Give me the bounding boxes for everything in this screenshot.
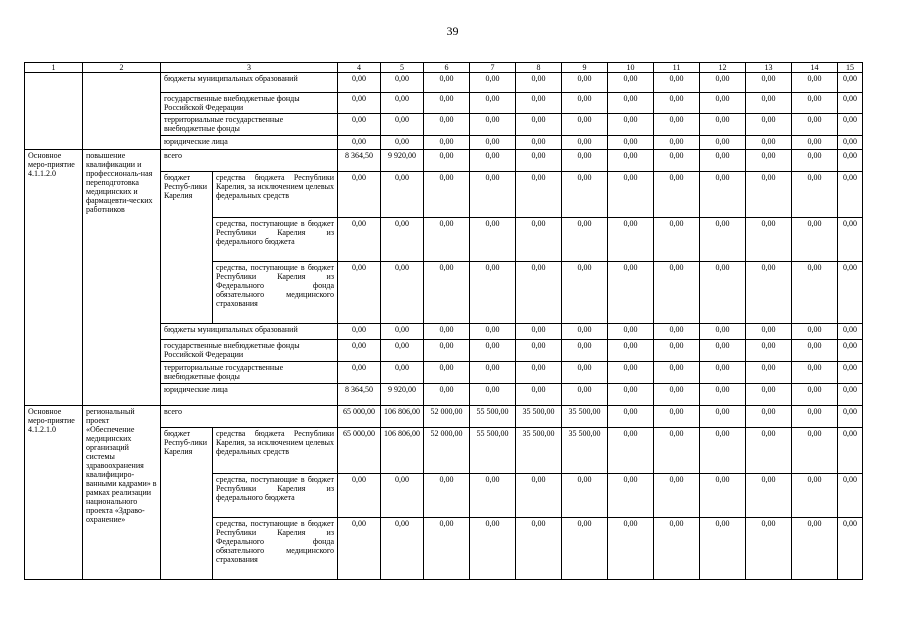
value-cell: 0,00 (700, 136, 746, 150)
value-cell: 0,00 (608, 172, 654, 218)
value-cell: 0,00 (700, 150, 746, 172)
value-cell: 0,00 (562, 93, 608, 114)
value-cell: 35 500,00 (516, 406, 562, 428)
value-cell: 0,00 (608, 73, 654, 93)
value-cell: 0,00 (424, 340, 470, 362)
value-cell: 65 000,00 (338, 428, 381, 474)
value-cell: 0,00 (516, 474, 562, 518)
value-cell: 0,00 (424, 150, 470, 172)
value-cell: 0,00 (424, 518, 470, 580)
value-cell: 0,00 (608, 340, 654, 362)
value-cell: 0,00 (654, 474, 700, 518)
value-cell: 0,00 (562, 218, 608, 262)
header-cell: 5 (381, 63, 424, 73)
source-label: юридические лица (161, 136, 338, 150)
value-cell: 0,00 (562, 73, 608, 93)
value-cell: 0,00 (470, 262, 516, 324)
value-cell: 0,00 (838, 428, 863, 474)
table-row (25, 73, 863, 93)
value-cell: 0,00 (700, 172, 746, 218)
value-cell: 0,00 (562, 384, 608, 406)
value-cell: 0,00 (470, 340, 516, 362)
measure-title: повышение квалификации и профессиональ-ная переподготовка медицинских и фармацевти-ческих работников (83, 150, 161, 406)
table-row (25, 406, 863, 428)
page-number: 39 (446, 24, 459, 38)
source-label: бюджеты муниципальных образований (161, 73, 338, 93)
value-cell: 0,00 (608, 262, 654, 324)
value-cell: 0,00 (470, 218, 516, 262)
value-cell: 0,00 (654, 73, 700, 93)
value-cell: 0,00 (746, 73, 792, 93)
value-cell: 0,00 (792, 428, 838, 474)
table-row (25, 150, 863, 172)
value-cell: 0,00 (792, 114, 838, 136)
value-cell: 0,00 (608, 518, 654, 580)
value-cell: 0,00 (838, 406, 863, 428)
value-cell: 0,00 (792, 136, 838, 150)
value-cell: 0,00 (424, 262, 470, 324)
source-label: средства, поступающие в бюджет Республики Карелия из федерального бюджета (213, 218, 338, 262)
value-cell: 0,00 (792, 150, 838, 172)
value-cell: 0,00 (746, 218, 792, 262)
value-cell: 0,00 (654, 340, 700, 362)
value-cell: 0,00 (700, 384, 746, 406)
value-cell: 0,00 (338, 73, 381, 93)
value-cell: 0,00 (838, 114, 863, 136)
value-cell: 0,00 (608, 384, 654, 406)
value-cell: 0,00 (562, 172, 608, 218)
value-cell: 0,00 (516, 384, 562, 406)
value-cell: 0,00 (746, 362, 792, 384)
value-cell: 0,00 (381, 262, 424, 324)
value-cell: 8 364,50 (338, 384, 381, 406)
value-cell: 0,00 (562, 150, 608, 172)
value-cell: 0,00 (654, 518, 700, 580)
measure-title: региональный проект «Обеспечение медицинских организаций системы здравоохранения квалифициро-ванными кадрами» в рамках реализации национального проекта «Здраво-охранение» (83, 406, 161, 580)
value-cell: 9 920,00 (381, 150, 424, 172)
value-cell: 0,00 (792, 218, 838, 262)
value-cell: 0,00 (792, 172, 838, 218)
header-cell: 14 (792, 63, 838, 73)
value-cell: 0,00 (746, 474, 792, 518)
value-cell: 0,00 (381, 172, 424, 218)
value-cell: 0,00 (838, 93, 863, 114)
value-cell: 0,00 (381, 362, 424, 384)
table-body (25, 63, 863, 580)
source-label: бюджеты муниципальных образований (161, 324, 338, 340)
value-cell: 0,00 (381, 340, 424, 362)
value-cell: 0,00 (562, 340, 608, 362)
value-cell: 0,00 (654, 324, 700, 340)
value-cell: 55 500,00 (470, 428, 516, 474)
value-cell: 0,00 (746, 406, 792, 428)
value-cell: 0,00 (470, 172, 516, 218)
value-cell: 0,00 (608, 406, 654, 428)
value-cell: 0,00 (338, 518, 381, 580)
value-cell: 0,00 (381, 93, 424, 114)
source-label: государственные внебюджетные фонды Российской Федерации (161, 93, 338, 114)
header-cell: 4 (338, 63, 381, 73)
value-cell: 0,00 (700, 218, 746, 262)
value-cell: 0,00 (654, 172, 700, 218)
value-cell: 0,00 (608, 150, 654, 172)
value-cell: 0,00 (516, 93, 562, 114)
value-cell: 0,00 (792, 362, 838, 384)
value-cell: 0,00 (562, 324, 608, 340)
value-cell: 0,00 (838, 324, 863, 340)
value-cell: 0,00 (792, 93, 838, 114)
value-cell: 0,00 (746, 384, 792, 406)
value-cell: 0,00 (516, 73, 562, 93)
value-cell: 0,00 (838, 73, 863, 93)
value-cell: 0,00 (338, 474, 381, 518)
value-cell: 0,00 (608, 114, 654, 136)
budget-label: бюджет Респуб-лики Карелия (161, 172, 213, 324)
value-cell: 0,00 (838, 150, 863, 172)
value-cell: 35 500,00 (516, 428, 562, 474)
value-cell: 0,00 (381, 218, 424, 262)
header-cell: 12 (700, 63, 746, 73)
value-cell: 0,00 (700, 428, 746, 474)
value-cell: 0,00 (700, 406, 746, 428)
value-cell: 0,00 (608, 218, 654, 262)
value-cell: 0,00 (792, 73, 838, 93)
value-cell: 0,00 (838, 384, 863, 406)
value-cell: 0,00 (424, 172, 470, 218)
value-cell: 0,00 (654, 262, 700, 324)
value-cell: 0,00 (381, 518, 424, 580)
value-cell: 0,00 (338, 340, 381, 362)
header-cell: 8 (516, 63, 562, 73)
header-cell: 2 (83, 63, 161, 73)
value-cell: 0,00 (381, 73, 424, 93)
value-cell: 0,00 (608, 93, 654, 114)
value-cell: 0,00 (838, 474, 863, 518)
value-cell: 0,00 (792, 406, 838, 428)
value-cell: 0,00 (700, 340, 746, 362)
value-cell: 0,00 (700, 362, 746, 384)
value-cell: 0,00 (470, 384, 516, 406)
header-cell: 11 (654, 63, 700, 73)
value-cell: 0,00 (792, 340, 838, 362)
value-cell: 0,00 (746, 114, 792, 136)
value-cell: 0,00 (838, 218, 863, 262)
value-cell: 0,00 (792, 262, 838, 324)
source-label: юридические лица (161, 384, 338, 406)
value-cell: 0,00 (424, 114, 470, 136)
value-cell: 0,00 (838, 362, 863, 384)
value-cell: 0,00 (654, 362, 700, 384)
source-label: всего (161, 150, 338, 172)
value-cell: 35 500,00 (562, 428, 608, 474)
value-cell: 0,00 (746, 518, 792, 580)
value-cell: 0,00 (562, 136, 608, 150)
value-cell: 52 000,00 (424, 406, 470, 428)
value-cell: 0,00 (338, 136, 381, 150)
value-cell: 0,00 (424, 218, 470, 262)
value-cell: 106 806,00 (381, 406, 424, 428)
value-cell: 0,00 (338, 114, 381, 136)
value-cell: 0,00 (700, 114, 746, 136)
value-cell: 0,00 (746, 136, 792, 150)
header-row (25, 63, 863, 73)
source-label: территориальные государственные внебюджетные фонды (161, 362, 338, 384)
value-cell: 0,00 (562, 262, 608, 324)
value-cell: 55 500,00 (470, 406, 516, 428)
value-cell: 0,00 (746, 340, 792, 362)
value-cell: 0,00 (700, 324, 746, 340)
source-label: средства, поступающие в бюджет Республики Карелия из Федерального фонда обязательного медицинского страхования (213, 518, 338, 580)
source-label: средства бюджета Республики Карелия, за исключением целевых федеральных средств (213, 172, 338, 218)
value-cell: 8 364,50 (338, 150, 381, 172)
value-cell: 0,00 (470, 474, 516, 518)
value-cell: 0,00 (654, 218, 700, 262)
value-cell: 0,00 (470, 324, 516, 340)
col2-cell (83, 73, 161, 150)
header-cell: 15 (838, 63, 863, 73)
value-cell: 0,00 (746, 262, 792, 324)
value-cell: 0,00 (516, 172, 562, 218)
value-cell: 0,00 (654, 150, 700, 172)
value-cell: 0,00 (516, 150, 562, 172)
value-cell: 0,00 (792, 518, 838, 580)
value-cell: 0,00 (746, 324, 792, 340)
value-cell: 0,00 (562, 518, 608, 580)
value-cell: 0,00 (700, 73, 746, 93)
value-cell: 0,00 (654, 406, 700, 428)
header-cell: 7 (470, 63, 516, 73)
value-cell: 0,00 (838, 172, 863, 218)
value-cell: 0,00 (516, 218, 562, 262)
value-cell: 0,00 (424, 93, 470, 114)
value-cell: 0,00 (792, 474, 838, 518)
value-cell: 0,00 (424, 384, 470, 406)
value-cell: 0,00 (470, 73, 516, 93)
value-cell: 0,00 (338, 324, 381, 340)
value-cell: 0,00 (516, 362, 562, 384)
value-cell: 52 000,00 (424, 428, 470, 474)
value-cell: 0,00 (746, 150, 792, 172)
value-cell: 0,00 (424, 324, 470, 340)
value-cell: 0,00 (470, 518, 516, 580)
value-cell: 0,00 (338, 172, 381, 218)
value-cell: 0,00 (838, 262, 863, 324)
value-cell: 0,00 (654, 384, 700, 406)
value-cell: 0,00 (608, 474, 654, 518)
value-cell: 0,00 (424, 362, 470, 384)
value-cell: 0,00 (470, 136, 516, 150)
value-cell: 0,00 (516, 324, 562, 340)
value-cell: 0,00 (608, 324, 654, 340)
value-cell: 0,00 (381, 136, 424, 150)
value-cell: 0,00 (424, 474, 470, 518)
value-cell: 0,00 (381, 324, 424, 340)
value-cell: 0,00 (562, 474, 608, 518)
value-cell: 0,00 (338, 218, 381, 262)
value-cell: 0,00 (700, 93, 746, 114)
header-cell: 1 (25, 63, 83, 73)
value-cell: 0,00 (792, 384, 838, 406)
source-label: средства, поступающие в бюджет Республики Карелия из Федерального фонда обязательного медицинского страхования (213, 262, 338, 324)
value-cell: 0,00 (700, 262, 746, 324)
value-cell: 0,00 (838, 340, 863, 362)
value-cell: 0,00 (470, 114, 516, 136)
col1-cell (25, 73, 83, 150)
source-label: средства бюджета Республики Карелия, за исключением целевых федеральных средств (213, 428, 338, 474)
value-cell: 0,00 (516, 262, 562, 324)
value-cell: 0,00 (470, 362, 516, 384)
value-cell: 0,00 (562, 362, 608, 384)
value-cell: 0,00 (424, 136, 470, 150)
value-cell: 0,00 (516, 340, 562, 362)
financing-table (24, 62, 863, 580)
value-cell: 0,00 (516, 114, 562, 136)
value-cell: 0,00 (792, 324, 838, 340)
header-cell: 13 (746, 63, 792, 73)
value-cell: 0,00 (654, 93, 700, 114)
value-cell: 0,00 (654, 136, 700, 150)
header-cell: 10 (608, 63, 654, 73)
value-cell: 0,00 (746, 428, 792, 474)
value-cell: 0,00 (516, 518, 562, 580)
value-cell: 0,00 (654, 428, 700, 474)
header-cell: 6 (424, 63, 470, 73)
value-cell: 0,00 (838, 136, 863, 150)
value-cell: 0,00 (700, 518, 746, 580)
source-label: всего (161, 406, 338, 428)
value-cell: 0,00 (338, 93, 381, 114)
measure-code: Основное меро-приятие 4.1.2.1.0 (25, 406, 83, 580)
value-cell: 35 500,00 (562, 406, 608, 428)
value-cell: 0,00 (338, 262, 381, 324)
value-cell: 0,00 (700, 474, 746, 518)
value-cell: 0,00 (516, 136, 562, 150)
value-cell: 0,00 (381, 114, 424, 136)
value-cell: 0,00 (470, 93, 516, 114)
value-cell: 0,00 (608, 362, 654, 384)
value-cell: 0,00 (424, 73, 470, 93)
value-cell: 65 000,00 (338, 406, 381, 428)
value-cell: 106 806,00 (381, 428, 424, 474)
value-cell: 0,00 (608, 136, 654, 150)
source-label: средства, поступающие в бюджет Республики Карелия из федерального бюджета (213, 474, 338, 518)
value-cell: 0,00 (470, 150, 516, 172)
value-cell: 0,00 (608, 428, 654, 474)
value-cell: 0,00 (381, 474, 424, 518)
measure-code: Основное меро-приятие 4.1.1.2.0 (25, 150, 83, 406)
source-label: территориальные государственные внебюджетные фонды (161, 114, 338, 136)
header-cell: 9 (562, 63, 608, 73)
value-cell: 0,00 (654, 114, 700, 136)
value-cell: 0,00 (562, 114, 608, 136)
header-cell: 3 (161, 63, 338, 73)
value-cell: 0,00 (338, 362, 381, 384)
value-cell: 0,00 (746, 172, 792, 218)
budget-label: бюджет Респуб-лики Карелия (161, 428, 213, 580)
value-cell: 0,00 (746, 93, 792, 114)
value-cell: 9 920,00 (381, 384, 424, 406)
value-cell: 0,00 (838, 518, 863, 580)
source-label: государственные внебюджетные фонды Российской Федерации (161, 340, 338, 362)
